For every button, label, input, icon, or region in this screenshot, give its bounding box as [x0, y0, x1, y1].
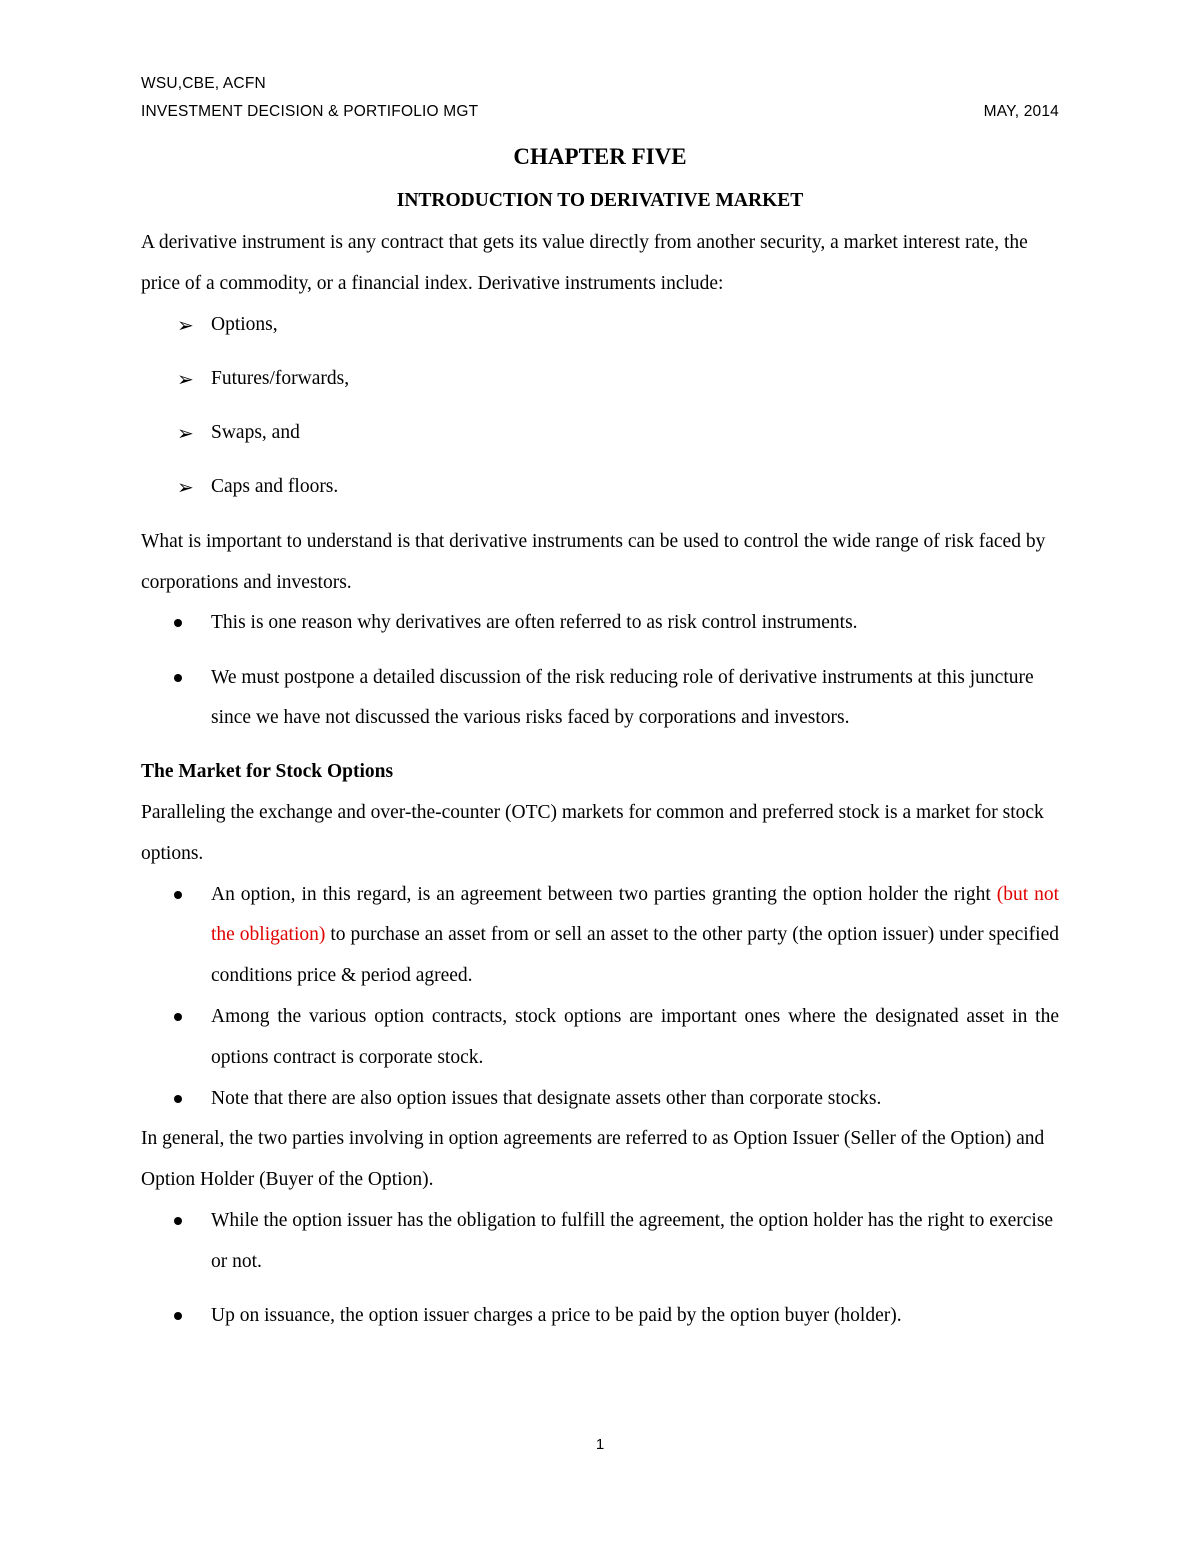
arrow-bullet-icon: ➢ — [177, 312, 194, 337]
list-item: Note that there are also option issues that designate assets other than corporate stocks. — [141, 1079, 1059, 1120]
risk-bullet-list — [141, 603, 1059, 739]
list-item: We must postpone a detailed discussion of the risk reducing role of derivative instruments at this juncture since we have not discussed the various risks faced by corporations and investors. — [141, 658, 1059, 740]
header-course-line — [141, 102, 1059, 122]
important-paragraph: What is important to understand is that derivative instruments can be used to control the wide range of risk faced by corporations and investors. — [141, 530, 1046, 593]
header-date: MAY, 2014 — [983, 103, 1059, 120]
document-body — [141, 223, 1059, 1337]
bullet-dot-icon — [174, 891, 182, 899]
list-item: ➢ Caps and floors. — [141, 467, 1059, 508]
arrow-bullet-icon: ➢ — [177, 421, 194, 446]
header-course-title: INVESTMENT DECISION & PORTIFOLIO MGT — [141, 103, 479, 120]
bullet-dot-icon — [174, 1095, 182, 1103]
list-item: ➢ Options, — [141, 305, 1059, 346]
general-paragraph: In general, the two parties involving in option agreements are referred to as Option Issuer (Seller of the Option) and Option Holder (Buyer of the Option). — [141, 1128, 1045, 1191]
list-item: Up on issuance, the option issuer charges a price to be paid by the option buyer (holder). — [141, 1296, 1059, 1337]
bullet-dot-icon — [174, 1217, 182, 1225]
page-number: 1 — [595, 1436, 605, 1453]
list-item: This is one reason why derivatives are often referred to as risk control instruments. — [141, 603, 1059, 644]
highlighted-text: (but not the obligation) — [211, 883, 1059, 946]
list-item: An option, in this regard, is an agreement between two parties granting the option holder the right (but not the obligation) to purchase an asset from or sell an asset to the other party (the option issuer) under specified conditions price & period agreed. — [141, 875, 1059, 997]
bullet-dot-icon — [174, 674, 182, 682]
arrow-bullet-icon: ➢ — [177, 475, 194, 500]
header-institution: WSU,CBE, ACFN — [141, 75, 266, 92]
list-item: Among the various option contracts, stock options are important ones where the designated asset in the options contract is corporate stock. — [141, 997, 1059, 1079]
bullet-dot-icon — [174, 1312, 182, 1320]
bullet-dot-icon — [174, 1013, 182, 1021]
list-item: ➢ Futures/forwards, — [141, 359, 1059, 400]
chapter-title: CHAPTER FIVE — [513, 144, 687, 169]
intro-paragraph: A derivative instrument is any contract that gets its value directly from another security, a market interest rate, the price of a commodity, or a financial index. Derivative instruments include: — [141, 232, 1028, 294]
arrow-bullet-icon: ➢ — [177, 366, 194, 391]
section-heading: The Market for Stock Options — [141, 761, 394, 783]
option-bullet-list — [141, 875, 1059, 1120]
section-paragraph: Paralleling the exchange and over-the-counter (OTC) markets for common and preferred stock is a market for stock options. — [141, 802, 1044, 864]
instrument-list — [141, 305, 1059, 509]
party-bullet-list — [141, 1201, 1059, 1337]
list-item: While the option issuer has the obligation to fulfill the agreement, the option holder has the right to exercise or not. — [141, 1201, 1059, 1283]
bullet-dot-icon — [174, 619, 182, 627]
list-item: ➢ Swaps, and — [141, 413, 1059, 454]
chapter-subtitle: INTRODUCTION TO DERIVATIVE MARKET — [396, 190, 804, 211]
